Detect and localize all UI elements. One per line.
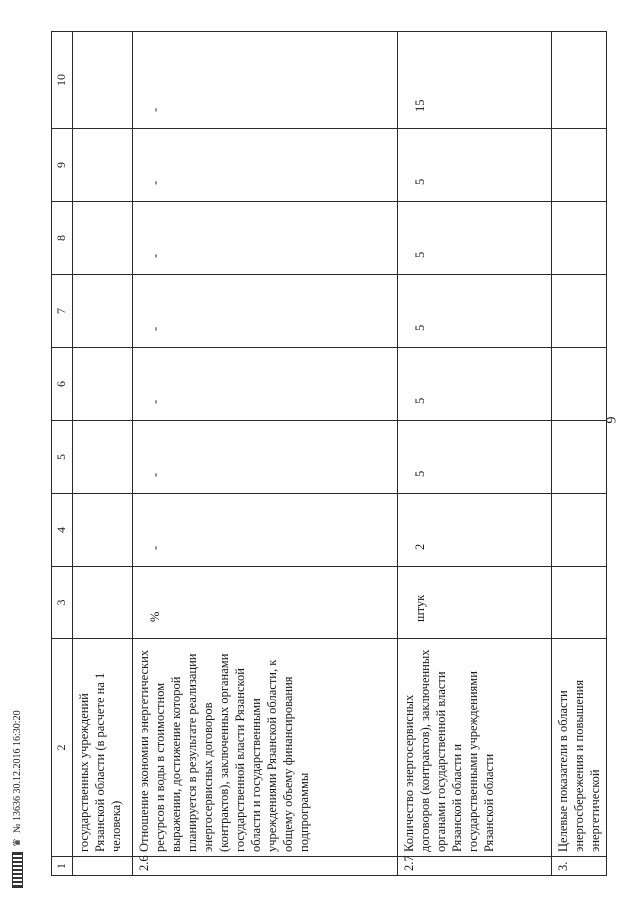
table-row — [73, 32, 133, 876]
value-cell — [552, 348, 607, 421]
value-cell: 5 — [398, 275, 552, 348]
table-row — [398, 32, 552, 876]
value-cell — [73, 275, 133, 348]
crown-icon: ♛ — [12, 838, 23, 847]
value-cell: 5 — [398, 421, 552, 494]
value-cell — [552, 202, 607, 275]
value-cell — [73, 129, 133, 202]
header-cell: 3 — [52, 567, 73, 639]
value-cell: - — [133, 129, 398, 202]
value-cell — [552, 275, 607, 348]
header-cell: 5 — [52, 421, 73, 494]
registration-stamp — [12, 710, 23, 888]
value-cell — [552, 494, 607, 567]
unit-cell — [552, 567, 607, 639]
value-cell: - — [133, 494, 398, 567]
value-cell: - — [133, 202, 398, 275]
value-cell: - — [133, 32, 398, 129]
stamp-text: № 13636 30.12.2016 16:30:20 — [12, 710, 23, 834]
value-cell: 5 — [398, 202, 552, 275]
indicator-name: государственных учреждений Рязанской области (в расчете на 1 человека) — [73, 639, 133, 857]
header-cell: 10 — [52, 32, 73, 129]
indicators-table — [51, 31, 607, 876]
header-cell: 2 — [52, 639, 73, 857]
page-number: 6 — [602, 416, 618, 424]
value-cell — [73, 202, 133, 275]
row-number: 2.6 — [133, 857, 398, 876]
value-cell — [552, 32, 607, 129]
unit-cell: % — [133, 567, 398, 639]
header-row — [52, 32, 73, 876]
value-cell: - — [133, 421, 398, 494]
unit-cell — [73, 567, 133, 639]
value-cell — [552, 129, 607, 202]
header-cell: 8 — [52, 202, 73, 275]
value-cell: 15 — [398, 32, 552, 129]
header-cell: 9 — [52, 129, 73, 202]
table-row — [552, 32, 607, 876]
header-cell: 1 — [52, 857, 73, 876]
value-cell: - — [133, 275, 398, 348]
row-number: 3. — [552, 857, 607, 876]
indicator-name: Отношение экономии энергетических ресурсов и воды в стоимостном выражении, достижение которой планируется в результате реализации энергосервисных договоров (контрактов), заключенных органами государственной власти Рязанской области и государственными учреждениями Рязанской области, к общему объему финансирования подпрограммы — [133, 639, 398, 857]
indicator-name: Целевые показатели в области энергосбережения и повышения энергетической — [552, 639, 607, 857]
header-cell: 7 — [52, 275, 73, 348]
value-cell — [73, 348, 133, 421]
row-number — [73, 857, 133, 876]
header-cell: 6 — [52, 348, 73, 421]
value-cell: 5 — [398, 129, 552, 202]
value-cell — [73, 494, 133, 567]
value-cell: 2 — [398, 494, 552, 567]
indicator-name: Количество энергосервисных договоров (контрактов), заключенных органами государственной власти Рязанской области и государственными учреждениями Рязанской области — [398, 639, 552, 857]
value-cell — [73, 421, 133, 494]
unit-cell: штук — [398, 567, 552, 639]
barcode-icon — [12, 852, 23, 888]
table-row — [133, 32, 398, 876]
value-cell — [73, 32, 133, 129]
table-sheet — [51, 32, 602, 876]
value-cell — [552, 421, 607, 494]
value-cell: - — [133, 348, 398, 421]
row-number: 2.7 — [398, 857, 552, 876]
header-cell: 4 — [52, 494, 73, 567]
value-cell: 5 — [398, 348, 552, 421]
